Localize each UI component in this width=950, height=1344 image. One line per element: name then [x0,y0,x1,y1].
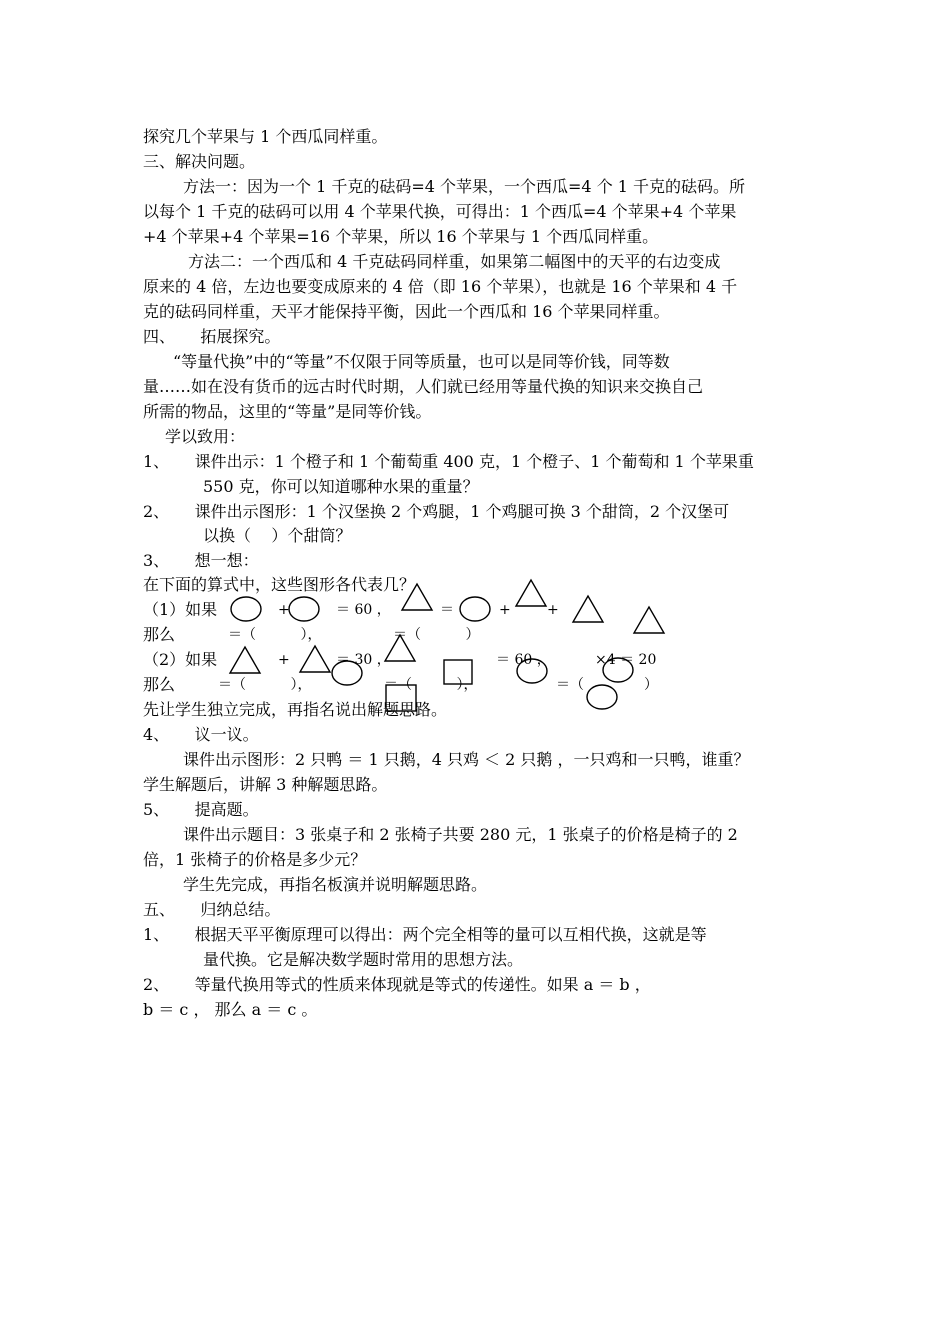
text-line: 学生先完成，再指名板演并说明解题思路。 [183,875,488,894]
text-line: 学生解题后，讲解 3 种解题思路。 [143,775,388,794]
text-line: 量……如在没有货币的远古时代时期，人们就已经用等量代换的知识来交换自己 [143,377,704,396]
equation-blank: ＝（ ） [393,627,480,643]
text-line: 课件出示图形：2 只鸭 ＝ 1 只鹅，4 只鸡 ＜ 2 只鹅 ，一只鸡和一只鸭，谁重？ [183,750,750,769]
text-line: 以每个 1 千克的砝码可以用 4 个苹果代换，可得出：1 个西瓜=4 个苹果+4 个苹果 [143,202,737,221]
circle-icon [332,661,362,685]
equation-blank: ＝（ [556,677,584,693]
equation-label: （2）如果 [143,650,218,669]
text-line: 克的砝码同样重，天平才能保持平衡，因此一个西瓜和 16 个苹果同样重。 [143,302,670,321]
equation-text: ＝ [440,602,454,618]
text-line: 所需的物品，这里的“等量”是同等价钱。 [143,402,432,421]
plus-sign: + [499,602,511,618]
triangle-icon [230,647,260,673]
text-line: 方法一：因为一个 1 千克的砝码=4 个苹果，一个西瓜=4 个 1 千克的砝码。所 [183,177,746,196]
triangle-icon [516,580,546,606]
plus-sign: + [547,602,559,618]
circle-icon [517,659,547,683]
list-item: 1、 课件出示：1 个橙子和 1 个葡萄重 400 克，1 个橙子、1 个葡萄和 1 个苹果重 [143,452,754,471]
equation-text: ＝ 60 ， [336,602,391,618]
text-line: b ＝ c ， 那么 a ＝ c 。 [143,1000,318,1019]
list-item: 2、 课件出示图形：1 个汉堡换 2 个鸡腿，1 个鸡腿可换 3 个甜筒，2 个汉堡可 [143,502,730,521]
equation-text: ＝ 30 ， [336,652,391,668]
circle-icon [231,597,261,621]
equation-label: （1）如果 [143,600,218,619]
equation-label: 那么 [143,675,176,694]
list-item-continued: 量代换。它是解决数学题时常用的思想方法。 [203,950,524,969]
list-item: 1、 根据天平平衡原理可以得出：两个完全相等的量可以互相代换，这就是等 [143,925,707,944]
plus-sign: + [278,602,290,618]
text-line: 方法二：一个西瓜和 4 千克砝码同样重，如果第二幅图中的天平的右边变成 [188,252,721,271]
text-line: 原来的 4 倍，左边也要变成原来的 4 倍（即 16 个苹果），也就是 16 个苹果和 4 千 [143,277,738,296]
list-item: 2、 等量代换用等式的性质来体现就是等式的传递性。如果 a ＝ b ， [143,975,651,994]
list-item: 5、 提高题。 [143,800,259,819]
subheading: 学以致用： [165,427,246,446]
text-line: 倍，1 张椅子的价格是多少元？ [143,850,367,869]
section-heading: 三、解决问题。 [143,152,256,171]
circle-icon [460,597,490,621]
equation-blank: ） [644,677,658,693]
list-item: 4、 议一议。 [143,725,259,744]
list-item-continued: 550 克，你可以知道哪种水果的重量？ [203,477,479,496]
square-icon [444,660,472,684]
text-line: 在下面的算式中，这些图形各代表几？ [143,575,416,594]
circle-icon [289,597,319,621]
equation-text: ×4 ＝ 20 [595,652,657,668]
section-heading: 四、 拓展探究。 [143,327,281,346]
equation-text: ＝ 60 ， [496,652,551,668]
plus-sign: + [278,652,290,668]
text-line: “等量代换”中的“等量”不仅限于同等质量，也可以是同等价钱，同等数 [173,352,670,371]
square-icon [386,685,416,711]
circle-icon [603,658,633,682]
text-line: 课件出示题目：3 张桌子和 2 张椅子共要 280 元，1 张桌子的价格是椅子的 2 [183,825,738,844]
equation-blank: ＝（ ）， [228,627,322,643]
triangle-icon [300,646,330,672]
section-heading: 五、 归纳总结。 [143,900,281,919]
text-line: 先让学生独立完成，再指名说出解题思路。 [143,700,448,719]
list-item: 3、 想一想： [143,551,259,570]
triangle-icon [573,596,603,622]
equation-blank: ＝（ ）， [218,677,312,693]
text-line: +4 个苹果+4 个苹果=16 个苹果，所以 16 个苹果与 1 个西瓜同样重。 [143,227,659,246]
equation-blank: ＝（ ）， [384,677,478,693]
list-item-continued: 以换（ ）个甜筒？ [203,526,352,545]
text-line: 探究几个苹果与 1 个西瓜同样重。 [143,127,388,146]
triangle-icon [385,635,415,661]
circle-icon [587,685,617,709]
triangle-icon [402,584,432,610]
equation-label: 那么 [143,625,176,644]
triangle-icon [634,607,664,633]
